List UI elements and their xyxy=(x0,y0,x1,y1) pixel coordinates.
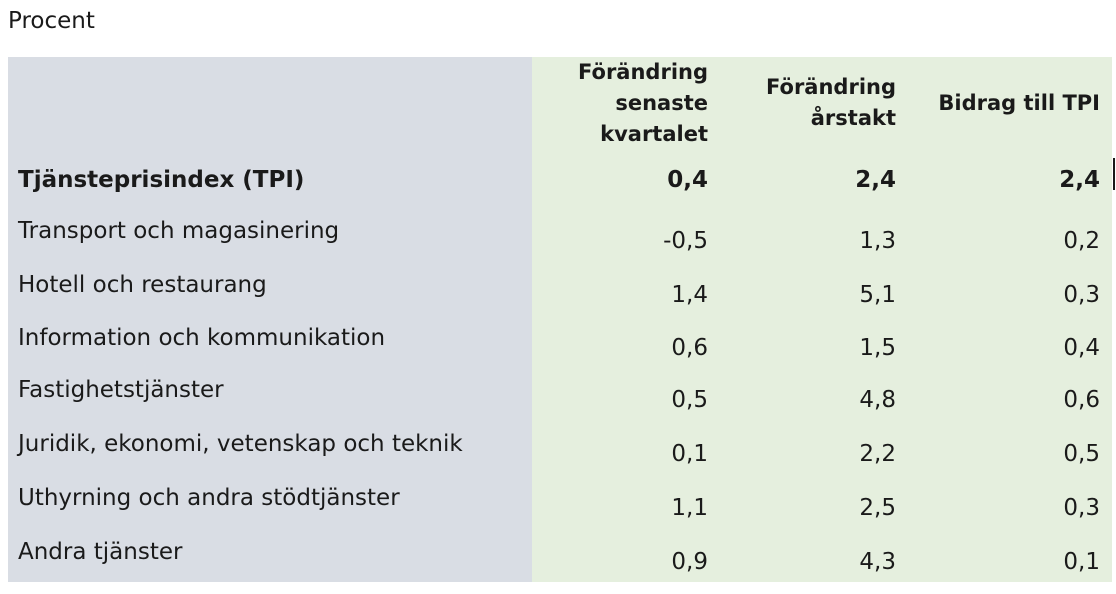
row-label: Juridik, ekonomi, vetenskap och teknik xyxy=(18,431,463,457)
value-contribution: 0,1 xyxy=(1063,549,1100,575)
row-label: Uthyrning och andra stödtjänster xyxy=(18,485,400,511)
header-quarterly-change: Förändring senaste kvartalet xyxy=(578,60,708,146)
value-contribution: 0,6 xyxy=(1063,387,1100,413)
value-quarterly: 0,4 xyxy=(667,167,708,193)
value-contribution: 0,4 xyxy=(1063,335,1100,361)
value-contribution: 0,3 xyxy=(1063,495,1100,521)
table-row xyxy=(8,429,1112,481)
row-label: Hotell och restaurang xyxy=(18,272,267,298)
value-contribution: 0,5 xyxy=(1063,441,1100,467)
table-row xyxy=(8,537,1112,589)
unit-label: Procent xyxy=(8,8,95,34)
table-row xyxy=(8,483,1112,535)
table-row xyxy=(8,270,1112,322)
value-contribution: 0,2 xyxy=(1063,228,1100,254)
value-contribution: 2,4 xyxy=(1059,167,1100,193)
value-annual: 1,3 xyxy=(859,228,896,254)
header-contribution: Bidrag till TPI xyxy=(938,91,1100,115)
row-label: Fastighetstjänster xyxy=(18,377,224,403)
value-annual: 4,3 xyxy=(859,549,896,575)
value-quarterly: -0,5 xyxy=(663,228,708,254)
value-annual: 1,5 xyxy=(859,335,896,361)
row-label: Information och kommunikation xyxy=(18,325,386,351)
value-annual: 2,5 xyxy=(859,495,896,521)
table-row xyxy=(8,323,1112,375)
text-cursor xyxy=(1113,158,1115,190)
value-contribution: 0,3 xyxy=(1063,282,1100,308)
header-annual-change: Förändring årstakt xyxy=(766,75,896,130)
value-annual: 2,4 xyxy=(855,167,896,193)
table-row xyxy=(8,216,1112,268)
value-quarterly: 0,9 xyxy=(671,549,708,575)
row-label: Tjänsteprisindex (TPI) xyxy=(18,167,305,193)
value-annual: 4,8 xyxy=(859,387,896,413)
value-quarterly: 1,1 xyxy=(671,495,708,521)
row-label: Transport och magasinering xyxy=(18,218,340,244)
table-row-total xyxy=(8,165,1112,217)
tpi-table xyxy=(8,57,1112,582)
value-quarterly: 0,5 xyxy=(671,387,708,413)
row-label: Andra tjänster xyxy=(18,539,183,565)
value-quarterly: 0,1 xyxy=(671,441,708,467)
value-quarterly: 0,6 xyxy=(671,335,708,361)
value-annual: 2,2 xyxy=(859,441,896,467)
table-row xyxy=(8,375,1112,427)
value-annual: 5,1 xyxy=(859,282,896,308)
value-quarterly: 1,4 xyxy=(671,282,708,308)
